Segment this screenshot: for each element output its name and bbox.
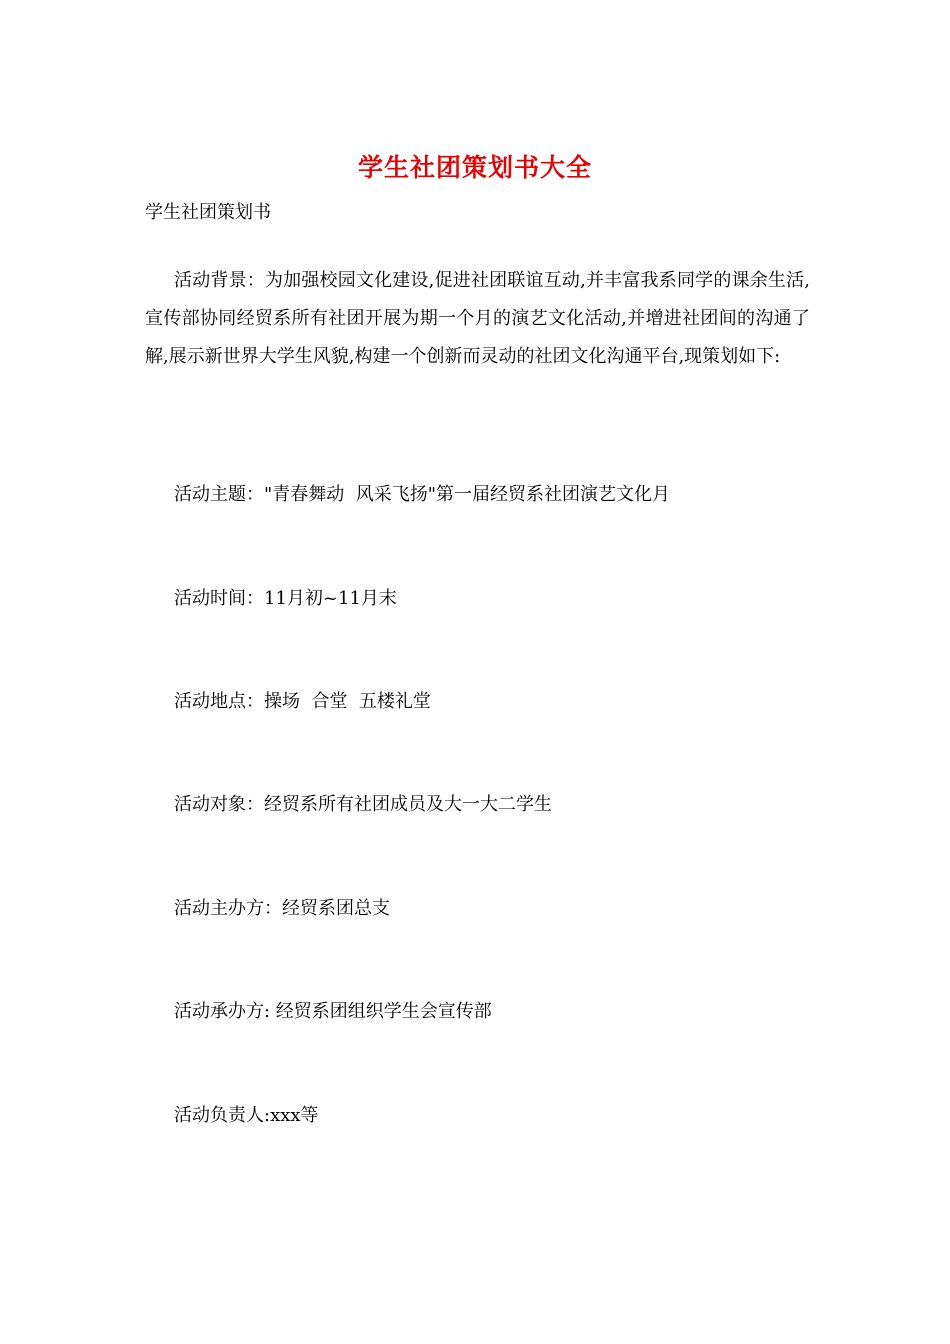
document-subtitle: 学生社团策划书 — [145, 202, 271, 223]
field-host: 活动承办方: 经贸系团组织学生会宣传部 — [174, 1001, 492, 1022]
field-theme: 活动主题："青春舞动 风采飞扬"第一届经贸系社团演艺文化月 — [174, 484, 670, 505]
field-audience: 活动对象：经贸系所有社团成员及大一大二学生 — [174, 794, 552, 815]
field-location: 活动地点：操场 合堂 五楼礼堂 — [174, 691, 431, 712]
field-time: 活动时间：11月初~11月末 — [174, 588, 397, 609]
field-person-in-charge: 活动负责人:xxx等 — [174, 1105, 319, 1126]
document-title: 学生社团策划书大全 — [357, 153, 592, 182]
field-organizer: 活动主办方：经贸系团总支 — [174, 898, 390, 919]
background-paragraph: 活动背景：为加强校园文化建设,促进社团联谊互动,并丰富我系同学的课余生活,宣传部协同经贸系所有社团开展为期一个月的演艺文化活动,并增进社团间的沟通了解,展示新世界大学生风貌,构建一个创新而灵动的社团文化沟通平台,现策划如下: — [145, 270, 810, 367]
